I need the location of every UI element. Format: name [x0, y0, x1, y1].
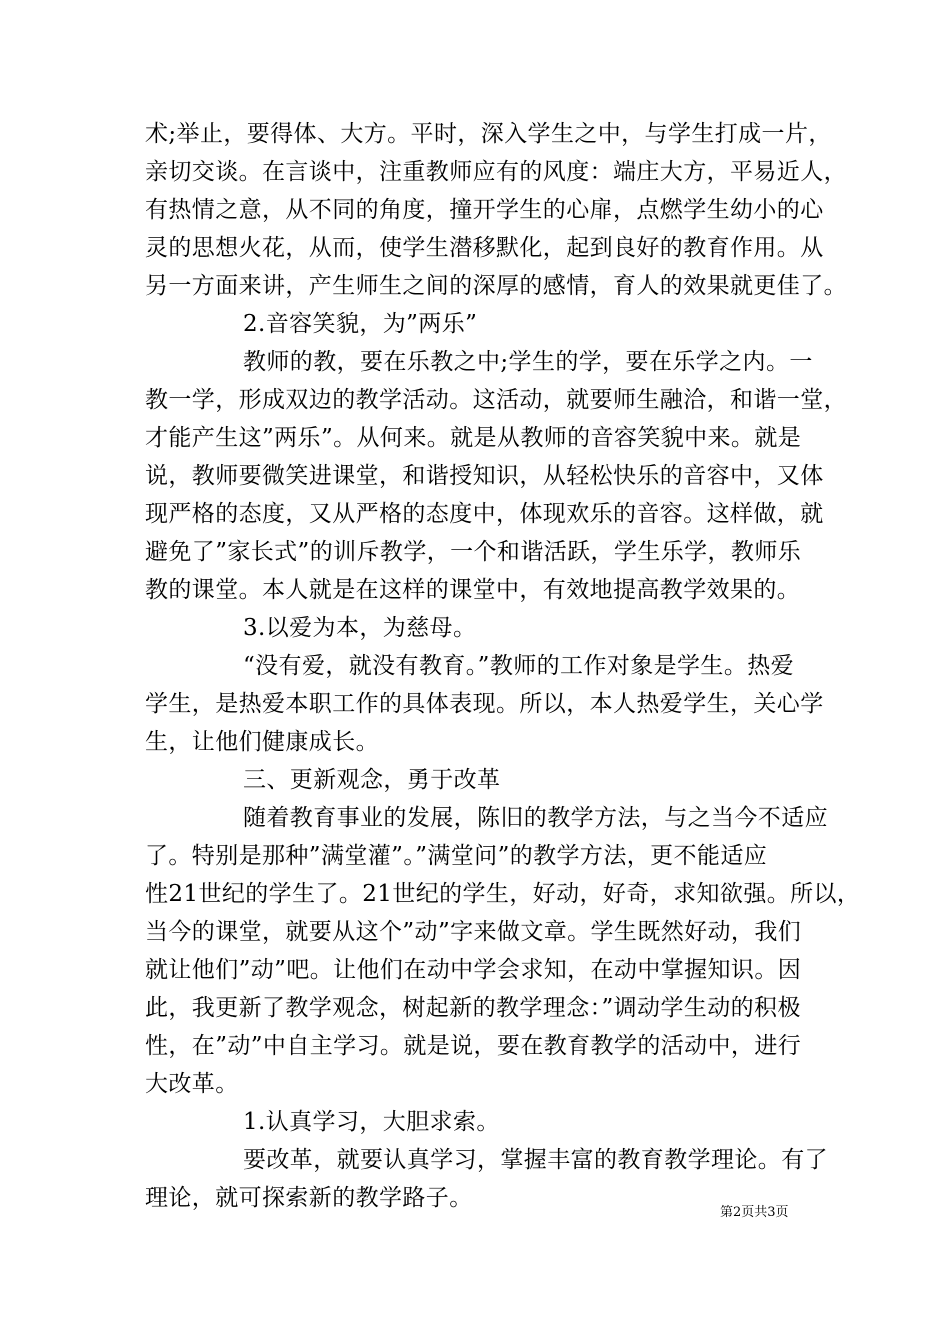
paragraph-line: 随着教育事业的发展，陈旧的教学方法，与之当今不适应 — [243, 805, 828, 831]
paragraph-line: 了。特别是那种”满堂灌”。”满堂问”的教学方法，更不能适应 — [145, 843, 768, 869]
paragraph-line: 另一方面来讲，产生师生之间的深厚的感情，育人的效果就更佳了。 — [145, 273, 847, 299]
paragraph-line: 此，我更新了教学观念，树起新的教学理念：”调动学生动的积极 — [145, 995, 801, 1021]
section-heading: 1.认真学习，大胆求索。 — [243, 1109, 500, 1135]
page-number-footer: 第2页共3页 — [720, 1205, 789, 1220]
paragraph-line: 当今的课堂，就要从这个”动”字来做文章。学生既然好动，我们 — [145, 919, 802, 945]
paragraph-line: “没有爱，就没有教育。”教师的工作对象是学生。热爱 — [243, 653, 795, 679]
paragraph-line: 教师的教，要在乐教之中;学生的学，要在乐学之内。一 — [243, 349, 813, 375]
paragraph-line: 大改革。 — [145, 1071, 239, 1097]
section-heading: 三、更新观念，勇于改革 — [243, 767, 501, 793]
paragraph-line: 灵的思想火花，从而，使学生潜移默化，起到良好的教育作用。从 — [145, 235, 824, 261]
paragraph-line: 要改革，就要认真学习，掌握丰富的教育教学理论。有了 — [243, 1147, 828, 1173]
section-heading: 2.音容笑貌，为”两乐” — [243, 311, 478, 337]
paragraph-line: 说，教师要微笑进课堂，和谐授知识，从轻松快乐的音容中，又体 — [145, 463, 824, 489]
paragraph-line: 学生，是热爱本职工作的具体表现。所以，本人热爱学生，关心学 — [145, 691, 824, 717]
paragraph-line: 性，在”动”中自主学习。就是说，要在教育教学的活动中，进行 — [145, 1033, 802, 1059]
paragraph-line: 才能产生这”两乐”。从何来。就是从教师的音容笑貌中来。就是 — [145, 425, 802, 451]
paragraph-line: 术;举止，要得体、大方。平时，深入学生之中，与学生打成一片， — [145, 121, 832, 147]
paragraph-line: 有热情之意，从不同的角度，撞开学生的心扉，点燃学生幼小的心 — [145, 197, 824, 223]
paragraph-line: 教的课堂。本人就是在这样的课堂中，有效地提高教学效果的。 — [145, 577, 801, 603]
paragraph-line: 性21世纪的学生了。21世纪的学生，好动，好奇，求知欲强。所以， — [145, 881, 861, 907]
paragraph-line: 避免了”家长式”的训斥教学，一个和谐活跃，学生乐学，教师乐 — [145, 539, 802, 565]
paragraph-line: 亲切交谈。在言谈中，注重教师应有的风度：端庄大方，平易近人， — [145, 159, 847, 185]
section-heading: 3.以爱为本，为慈母。 — [243, 615, 477, 641]
paragraph-line: 生，让他们健康成长。 — [145, 729, 379, 755]
paragraph-line: 就让他们”动”吧。让他们在动中学会求知，在动中掌握知识。因 — [145, 957, 802, 983]
paragraph-line: 教一学，形成双边的教学活动。这活动，就要师生融洽，和谐一堂， — [145, 387, 847, 413]
paragraph-line: 现严格的态度，又从严格的态度中，体现欢乐的音容。这样做，就 — [145, 501, 824, 527]
paragraph-line: 理论，就可探索新的教学路子。 — [145, 1185, 473, 1211]
